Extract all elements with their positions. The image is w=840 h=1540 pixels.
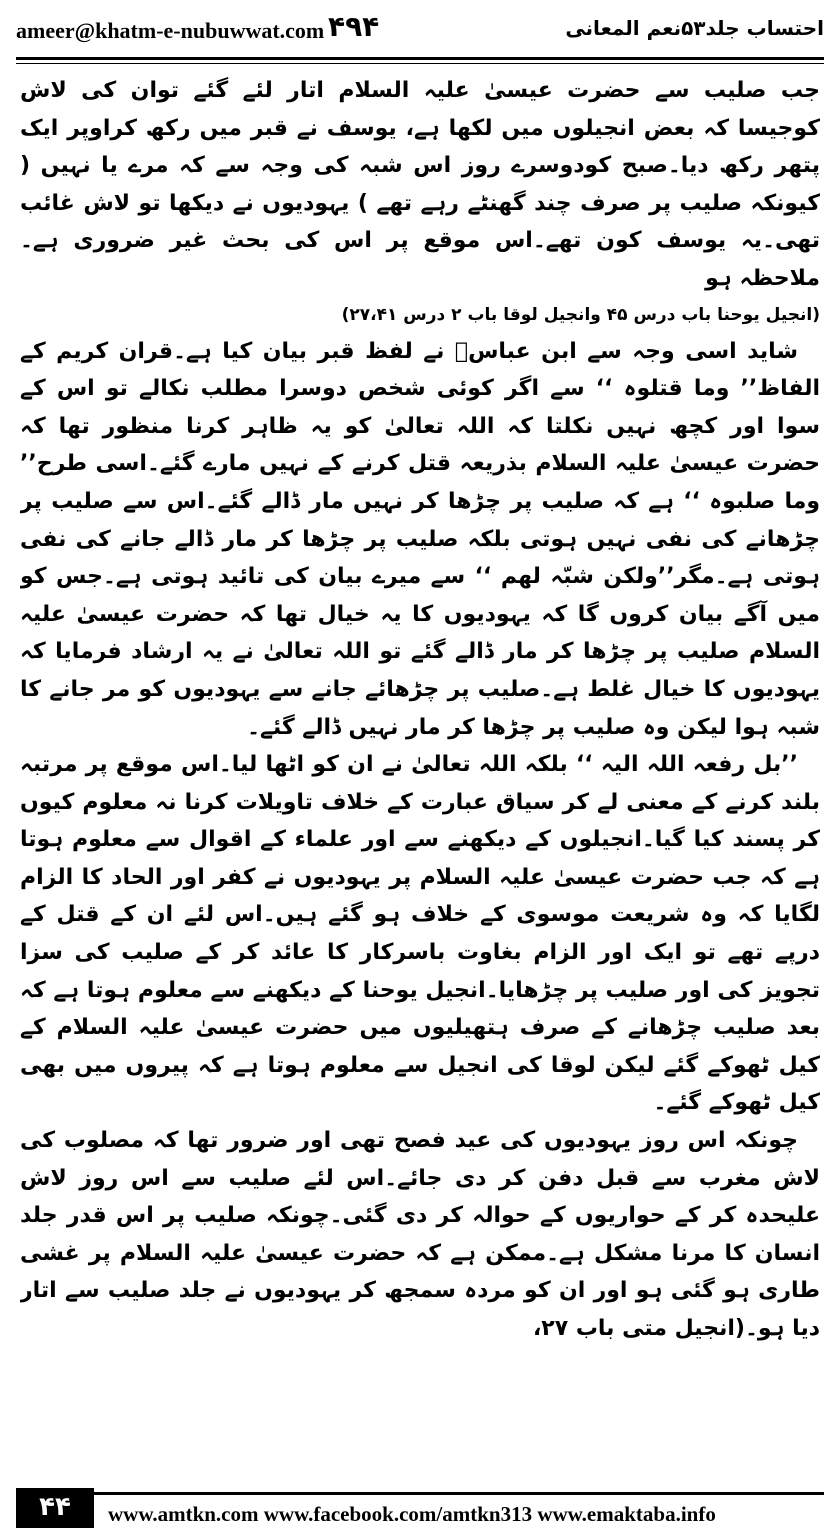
header-rule-thin: [16, 63, 824, 64]
page-body: [20, 72, 820, 1462]
paragraph-4: چونکہ اس روز یہودیوں کی عید فصح تھی اور ضرور تھا کہ مصلوب کی لاش مغرب سے قبل دفن کر دی جائے۔اس لئے صلیب سے اس روز لاش علیحدہ کر کے حواریوں کے حوالہ کر دی گئی۔چونکہ صلیب پر اس قدر جلد انسان کا مرنا مشکل ہے۔ممکن ہے کہ حضرت عیسیٰ علیہ السلام پر غشی طاری ہو گئی ہو اور ان کو مردہ سمجھ کر یہودیوں نے جلد صلیب سے اتار دیا ہو۔(انجیل متی باب ۲۷،: [20, 1128, 820, 1341]
paragraph-2: شاید اسی وجہ سے ابن عباسؓ نے لفظ قبر بیان کیا ہے۔قران کریم کے الفاظ’’ وما قتلوہ ‘‘ سے اگر کوئی شخص دوسرا مطلب نکالے تو اس کے سوا اور کچھ نہیں نکلتا کہ اللہ تعالیٰ کو یہ ظاہر کرنا منظور تھا کہ حضرت عیسیٰ علیہ السلام بذریعہ قتل کرنے کے نہیں مارے گئے۔اسی طرح’’ وما صلبوہ ‘‘ ہے کہ صلیب پر چڑھا کر نہیں مار ڈالے گئے۔اس سے صلیب پر چڑھانے کی نفی نہیں ہوتی بلکہ صلیب پر چڑھا کر مار ڈالے جانے کی نفی ہوتی ہے۔مگر’’ولکن شبّہ لھم ‘‘ سے میرے بیان کی تائید ہوتی ہے۔جس کو میں آگے بیان کروں گا کہ یہودیوں کا یہ خیال تھا کہ حضرت عیسیٰ علیہ السلام صلیب پر چڑھا کر مار ڈالے گئے تو اللہ تعالیٰ نے یہ ارشاد فرمایا کہ یہودیوں کا خیال غلط ہے۔صلیب پر چڑھائے جانے سے یہودیوں کو مر جانے کا شبہ ہوا لیکن وہ صلیب پر چڑھا کر مار نہیں ڈالے گئے۔: [20, 338, 820, 740]
page-header: [16, 8, 824, 54]
footer-links: www.amtkn.com www.facebook.com/amtkn313 www.emaktaba.info: [108, 1502, 716, 1526]
page-footer: [16, 1488, 824, 1530]
header-book-title: احتساب جلد۵۳نعم المعانی: [565, 16, 824, 40]
reference-citation: (انجیل یوحنا باب درس ۴۵ وانجیل لوقا باب ۲ درس ۲۷،۴۱): [341, 304, 820, 325]
footer-page-number: ۴۴: [16, 1488, 94, 1528]
footer-rule: [94, 1492, 824, 1495]
header-email: ameer@khatm-e-nubuwwat.com: [16, 18, 325, 43]
paragraph-3: ’’بل رفعہ اللہ الیہ ‘‘ بلکہ اللہ تعالیٰ نے ان کو اٹھا لیا۔اس موقع پر مرتبہ بلند کرنے کے معنی لے کر سیاق عبارت کے خلاف تاویلات کرنا نہ معلوم کیوں کر پسند کیا گیا۔انجیلوں کے دیکھنے سے اور علماء کے اقوال سے معلوم ہوتا ہے کہ جب حضرت عیسیٰ علیہ السلام پر یہودیوں نے کفر اور الحاد کا الزام لگایا کہ وہ شریعت موسوی کے خلاف ہو گئے ہیں۔اس لئے ان کے قتل کے درپے تھے تو ایک اور الزام بغاوت باسرکار کا عائد کر کے صلیب کی سزا تجویز کی اور صلیب پر چڑھایا۔انجیل یوحنا کے دیکھنے سے معلوم ہوتا ہے کہ بعد صلیب چڑھانے کے صرف ہتھیلیوں میں حضرت عیسیٰ علیہ السلام کے کیل ٹھوکے گئے لیکن لوقا کی انجیل سے معلوم ہوتا ہے کہ پیروں میں بھی کیل ٹھوکے گئے۔: [20, 752, 820, 1116]
header-page-number: ۴۹۴: [328, 10, 380, 43]
header-rule: [16, 57, 824, 60]
paragraph-1: جب صلیب سے حضرت عیسیٰ علیہ السلام اتار لئے گئے توان کی لاش کوجیسا کہ بعض انجیلوں میں لکھا ہے، یوسف نے قبر میں رکھ کراوپر ایک پتھر رکھ دیا۔صبح کودوسرے روز اس شبہ کی وجہ سے کہ مرے یا نہیں ( کیونکہ صلیب پر صرف چند گھنٹے رہے تھے ) یہودیوں نے دیکھا تو لاش غائب تھی۔یہ یوسف کون تھے۔اس موقع پر اس کی بحث غیر ضروری ہے۔ملاحظہ ہو: [20, 78, 820, 291]
